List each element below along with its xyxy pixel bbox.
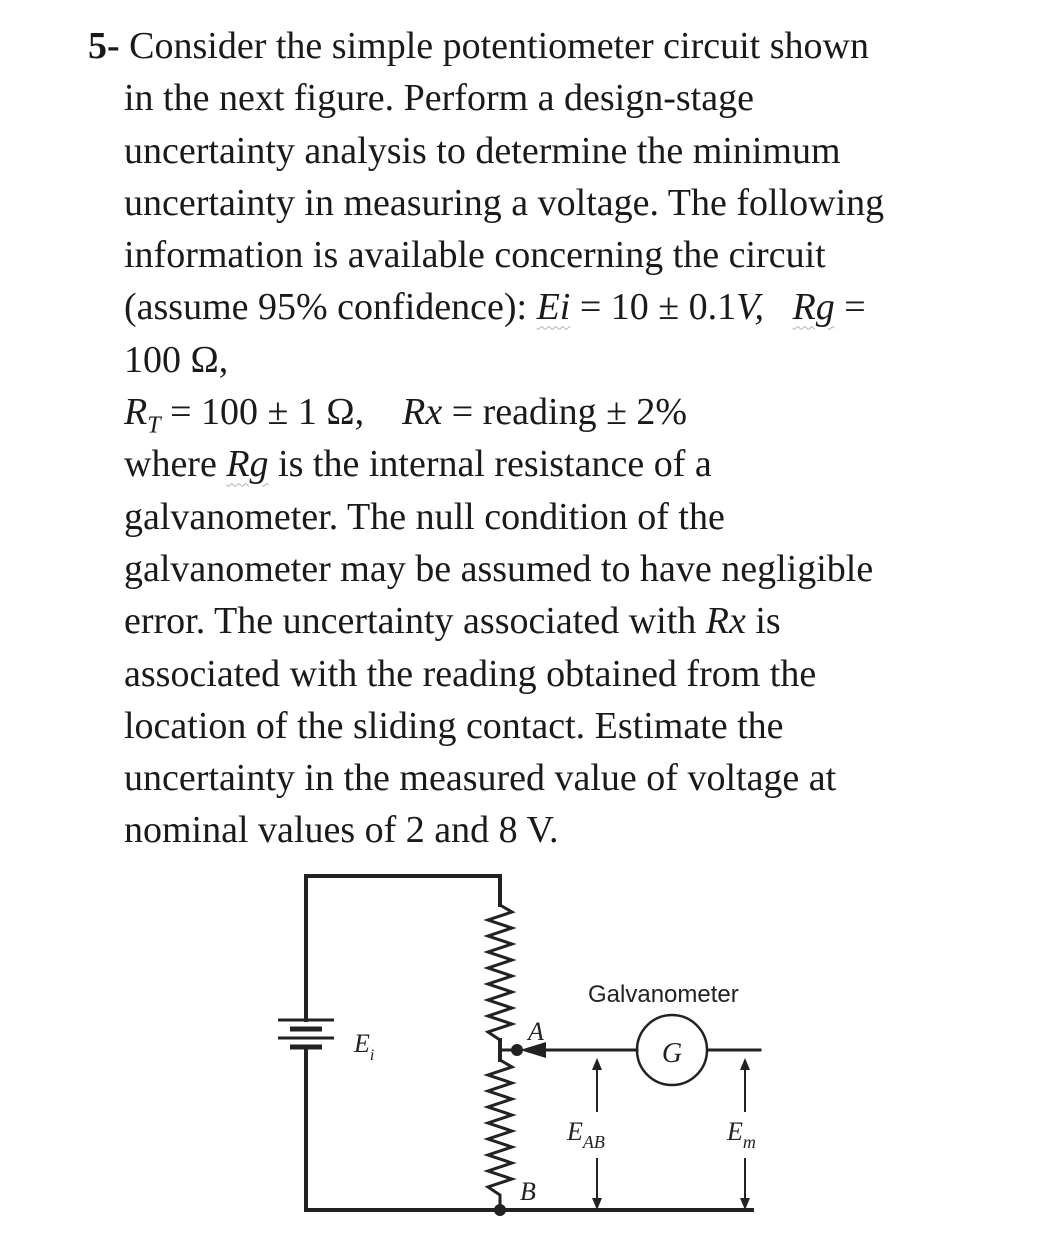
problem-line: uncertainty in measuring a voltage. The following xyxy=(124,181,885,224)
potentiometer-resistor xyxy=(488,905,512,1040)
problem-line: 5- Consider the simple potentiometer circuit shown xyxy=(88,25,869,67)
battery-source xyxy=(278,1020,334,1055)
problem-number: 5- xyxy=(88,25,120,67)
circuit-diagram xyxy=(240,858,800,1228)
problem-line: in the next figure. Perform a design-stage xyxy=(124,77,754,120)
problem-line: location of the sliding contact. Estimate the xyxy=(124,704,784,747)
rg-variable: Rg xyxy=(792,286,835,329)
problem-line: galvanometer. The null condition of the xyxy=(124,495,725,538)
problem-line: nominal values of 2 and 8 V. xyxy=(124,809,559,852)
source-label: $E_i$ xyxy=(354,1029,375,1064)
node-a-dot xyxy=(511,1044,523,1056)
node-b-dot xyxy=(494,1204,506,1216)
problem-line: where Rg is the internal resistance of a xyxy=(124,443,712,486)
problem-line: galvanometer may be assumed to have negligible xyxy=(124,547,874,590)
given-rt-rx-line: $R_T = 100 \pm 1$ Ω, Rx = reading ± 2% xyxy=(124,391,688,439)
eab-label: $E_{AB}$ xyxy=(567,1117,605,1152)
node-a-label: A xyxy=(528,1017,544,1046)
problem-line: uncertainty analysis to determine the minimum xyxy=(124,129,841,172)
meter-symbol: G xyxy=(661,1038,683,1069)
problem-line: uncertainty in the measured value of voltage at xyxy=(124,757,837,800)
potentiometer-circuit-figure xyxy=(240,858,800,1228)
wire-left-top xyxy=(306,876,500,1020)
problem-line: associated with the reading obtained from the xyxy=(124,652,817,695)
node-b-label: B xyxy=(520,1177,536,1206)
ei-variable: Ei xyxy=(536,286,571,329)
problem-line: error. The uncertainty associated with Rx is xyxy=(124,600,781,643)
wire-left-bottom xyxy=(306,1055,500,1210)
problem-statement xyxy=(88,20,1018,857)
galvanometer-label: Galvanometer xyxy=(588,981,739,1008)
given-ei-line: (assume 95% confidence): Ei = 10 ± 0.1V, Rg = xyxy=(124,286,866,329)
em-label: $E_m$ xyxy=(727,1117,756,1152)
given-rg-value: 100 Ω, xyxy=(124,338,229,381)
potentiometer-resistor-lower xyxy=(488,1060,512,1210)
problem-line: information is available concerning the circuit xyxy=(124,234,826,277)
